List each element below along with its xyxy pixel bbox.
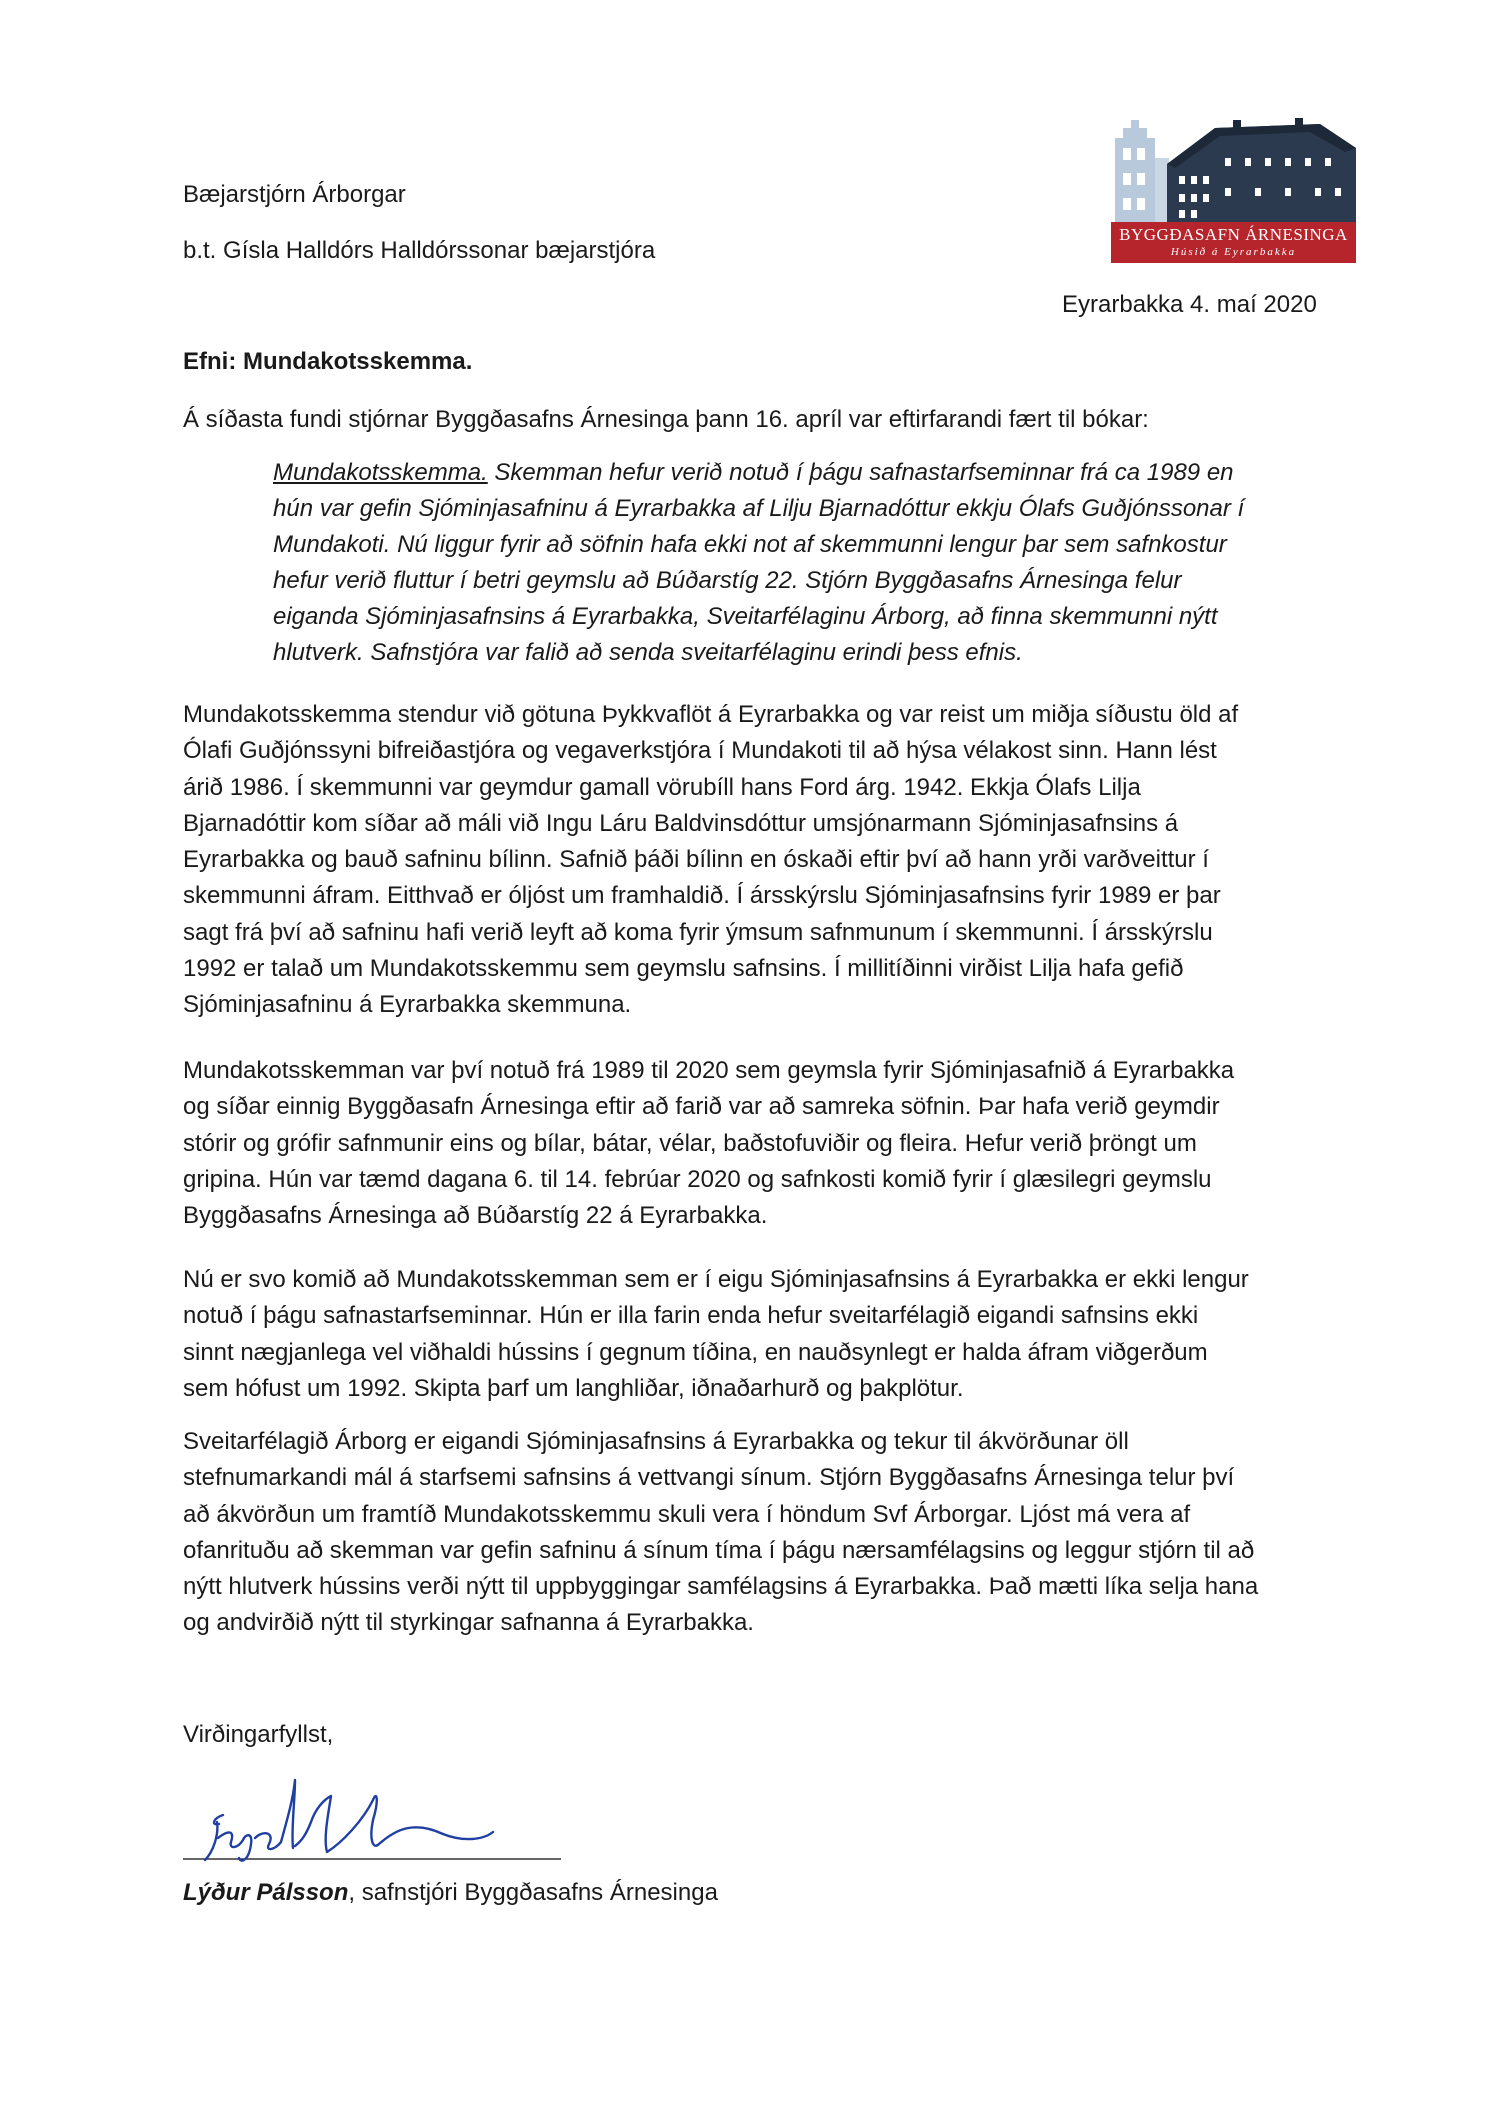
handwritten-signature xyxy=(183,1760,563,1865)
paragraph-proposal xyxy=(183,1424,1333,1642)
signer-title: , safnstjóri Byggðasafns Árnesinga xyxy=(348,1879,718,1906)
quote-line xyxy=(273,455,1333,491)
text-line: nýtt hlutverk hússins verði nýtt til uppbyggingar samfélagsins á Eyrarbakka. Það mætti líka selja hana xyxy=(183,1573,1259,1601)
text-line: árið 1986. Í skemmunni var geymdur gamall vörubíll hans Ford árg. 1942. Ekkja Ólafs Lilja xyxy=(183,773,1141,801)
text-line: Ólafi Guðjónssyni bifreiðastjóra og vegaverkstjóra í Mundakoti til að hýsa vélakost sinn. Hann lést xyxy=(183,737,1217,765)
text-line: notuð í þágu safnastarfseminnar. Hún er illa farin enda hefur sveitarfélagið eigandi safnsins ekki xyxy=(183,1302,1199,1330)
house-icon xyxy=(1105,118,1356,224)
quote-line: Mundakoti. Nú liggur fyrir að söfnin hafa ekki not af skemmunni lengur þar sem safnkostur xyxy=(273,531,1227,558)
paragraph-condition xyxy=(183,1262,1333,1407)
quote-line: hlutverk. Safnstjóra var falið að senda sveitarfélaginu erindi þess efnis. xyxy=(273,639,1023,666)
text-line: sagt frá því að safninu hafi verið leyft að koma fyrir ýmsum safnmunum í skemmunni. Í ársskýrslu xyxy=(183,918,1213,946)
text-line: skemmunni áfram. Eitthvað er óljóst um framhaldið. Í ársskýrslu Sjóminjasafnsins fyrir 1989 er þar xyxy=(183,882,1221,910)
signer-line xyxy=(183,1875,718,1911)
quote-line: hefur verið fluttur í betri geymslu að Búðarstíg 22. Stjórn Byggðasafns Árnesinga felur xyxy=(273,567,1182,594)
text-line: og andvirðið nýtt til styrkingar safnanna á Eyrarbakka. xyxy=(183,1609,754,1637)
text-line: Bjarnadóttir kom síðar að máli við Ingu Láru Baldvinsdóttur umsjónarmann Sjóminjasafnsins á xyxy=(183,809,1179,837)
quote-line: hún var gefin Sjóminjasafninu á Eyrarbakka af Lilju Bjarnadóttur ekkju Ólafs Guðjónssonar í xyxy=(273,495,1245,522)
minutes-quote xyxy=(273,455,1333,671)
text-line: sinnt nægjanlega vel viðhaldi hússins í gegnum tíðina, en nauðsynlegt er halda áfram viðgerðum xyxy=(183,1338,1208,1366)
recipient-line-2: b.t. Gísla Halldórs Halldórssonar bæjarstjóra xyxy=(183,237,656,264)
logo-subtitle: Húsið á Eyrarbakka xyxy=(1170,246,1297,258)
recipient-line-1: Bæjarstjórn Árborgar xyxy=(183,181,406,208)
quote-line: eiganda Sjóminjasafnsins á Eyrarbakka, Sveitarfélaginu Árborg, að finna skemmunni nýtt xyxy=(273,603,1218,630)
text-line: sem hófust um 1992. Skipta þarf um langhliðar, iðnaðarhurð og þakplötur. xyxy=(183,1374,964,1402)
letter-date: Eyrarbakka 4. maí 2020 xyxy=(1062,291,1317,318)
text-line: Byggðasafns Árnesinga að Búðarstíg 22 á Eyrarbakka. xyxy=(183,1202,768,1230)
text-line: Eyrarbakka og bauð safninu bílinn. Safnið þáði bílinn en óskaði eftir því að hann yrði varðveittur í xyxy=(183,846,1209,874)
text-line: Sveitarfélagið Árborg er eigandi Sjóminjasafnsins á Eyrarbakka og tekur til ákvörðunar öll xyxy=(183,1428,1129,1455)
intro-line: Á síðasta fundi stjórnar Byggðasafns Árnesinga þann 16. apríl var eftirfarandi fært til bókar: xyxy=(183,406,1149,433)
signer-name: Lýður Pálsson xyxy=(183,1879,349,1906)
paragraph-storage xyxy=(183,1053,1333,1234)
text-line: og síðar einnig Byggðasafn Árnesinga eftir að farið var að samreka söfnin. Þar hafa verið geymdir xyxy=(183,1093,1220,1121)
text-line: Mundakotsskemma stendur við götuna Þykkvaflöt á Eyrarbakka og var reist um miðja síðustu öld af xyxy=(183,701,1239,728)
text-line: Mundakotsskemman var því notuð frá 1989 til 2020 sem geymsla fyrir Sjóminjasafnið á Eyrarbakka xyxy=(183,1057,1235,1084)
closing-salutation: Virðingarfyllst, xyxy=(183,1721,334,1748)
quote-title: Mundakotsskemma. xyxy=(273,459,488,486)
paragraph-history xyxy=(183,697,1333,1024)
text-line: gripina. Hún var tæmd dagana 6. til 14. febrúar 2020 og safnkosti komið fyrir í glæsilegri geymslu xyxy=(183,1165,1212,1193)
text-line: 1992 er talað um Mundakotsskemmu sem geymslu safnsins. Í millitíðinni virðist Lilja hafa gefið xyxy=(183,955,1184,983)
logo-name: BYGGÐASAFN ÁRNESINGA xyxy=(1119,225,1348,244)
quote-line-text: Skemman hefur verið notuð í þágu safnastarfseminnar frá ca 1989 en xyxy=(487,459,1234,486)
museum-logo xyxy=(1105,118,1356,263)
text-line: ofanrituðu að skemman var gefin safninu á sínum tíma í þágu nærsamfélagsins og leggur stjórn til að xyxy=(183,1536,1255,1564)
text-line: að ákvörðun um framtíð Mundakotsskemmu skuli vera í höndum Svf Árborgar. Ljóst má vera af xyxy=(183,1500,1191,1528)
logo-band xyxy=(1111,222,1356,263)
text-line: Sjóminjasafninu á Eyrarbakka skemmuna. xyxy=(183,991,632,1019)
text-line: stefnumarkandi mál á starfsemi safnsins á vettvangi sínum. Stjórn Byggðasafns Árnesinga telur því xyxy=(183,1464,1235,1492)
text-line: Nú er svo komið að Mundakotsskemman sem er í eigu Sjóminjasafnsins á Eyrarbakka er ekki lengur xyxy=(183,1266,1249,1293)
text-line: stórir og grófir safnmunir eins og bílar, bátar, vélar, baðstofuviðir og fleira. Hefur verið þröngt um xyxy=(183,1129,1197,1157)
letter-subject: Efni: Mundakotsskemma. xyxy=(183,348,473,375)
